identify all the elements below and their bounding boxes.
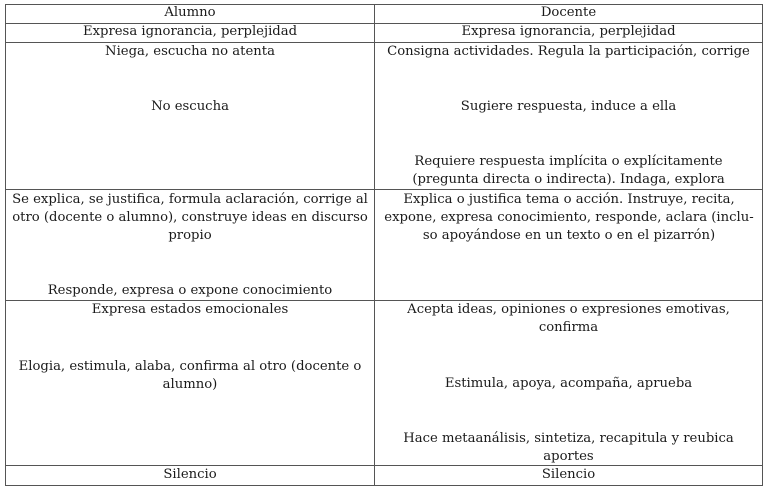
cell-text: Silencio (541, 467, 596, 482)
row3-alumno-text-1 (9, 191, 371, 245)
table-rule (5, 189, 762, 190)
row2-docente-text-3 (396, 153, 741, 189)
row2-docente-text-1 (378, 43, 759, 61)
cell-text: Hace metaanálisis, sintetiza, recapitula y reubica aportes (403, 431, 734, 464)
cell-text: Explica o justifica tema o acción. Instruye, recita, expone, expresa conocimiento, responde, aclara (inclu-so apoyándose en un texto o en el pizarrón) (384, 192, 754, 243)
row2-alumno-text-1 (6, 43, 374, 61)
row1-docente-cell (375, 23, 762, 41)
cell-text: Consigna actividades. Regula la participación, corrige (387, 44, 750, 59)
header-text: Docente (540, 5, 597, 20)
table-rule (5, 485, 762, 486)
row3-docente-text-1 (379, 191, 759, 245)
cell-text: Se explica, se justifica, formula aclaración, corrige al otro (docente o alumno), construye ideas en discurso propio (12, 192, 368, 243)
cell-text: Acepta ideas, opiniones o expresiones emotivas, confirma (407, 302, 730, 335)
table-border-right (762, 4, 763, 486)
row4-docente-text-1 (391, 301, 746, 337)
cell-text: Elogia, estimula, alaba, confirma al otro (docente o alumno) (18, 359, 362, 392)
row4-docente-text-3 (391, 430, 746, 466)
cell-text: Expresa ignorancia, perplejidad (461, 24, 676, 39)
row2-alumno-text-2 (6, 98, 374, 116)
cell-text: Silencio (163, 467, 217, 482)
row5-docente-cell (375, 466, 762, 484)
column-header-alumno (6, 4, 374, 22)
cell-text: Estimula, apoya, acompaña, aprueba (444, 376, 693, 391)
cell-text: Expresa estados emocionales (91, 302, 289, 317)
cell-text: Niega, escucha no atenta (105, 44, 275, 59)
cell-text: Expresa ignorancia, perplejidad (82, 24, 298, 39)
row1-alumno-cell (6, 23, 374, 41)
cell-text: Responde, expresa o expone conocimiento (47, 283, 333, 298)
column-divider (374, 4, 375, 486)
header-text: Alumno (164, 5, 216, 20)
row5-alumno-cell (6, 466, 374, 484)
cell-text: Sugiere respuesta, induce a ella (460, 99, 677, 114)
row2-docente-text-2 (378, 98, 759, 116)
cell-text: No escucha (151, 99, 229, 114)
row4-alumno-text-1 (6, 301, 374, 319)
row4-alumno-text-2 (14, 358, 366, 394)
row4-docente-text-2 (378, 375, 759, 393)
column-header-docente (375, 4, 762, 22)
cell-text: Requiere respuesta implícita o explícitamente (pregunta directa o indirecta). Indaga, explora (412, 154, 725, 187)
row3-alumno-text-2 (6, 282, 374, 300)
table-border-left (5, 4, 6, 486)
